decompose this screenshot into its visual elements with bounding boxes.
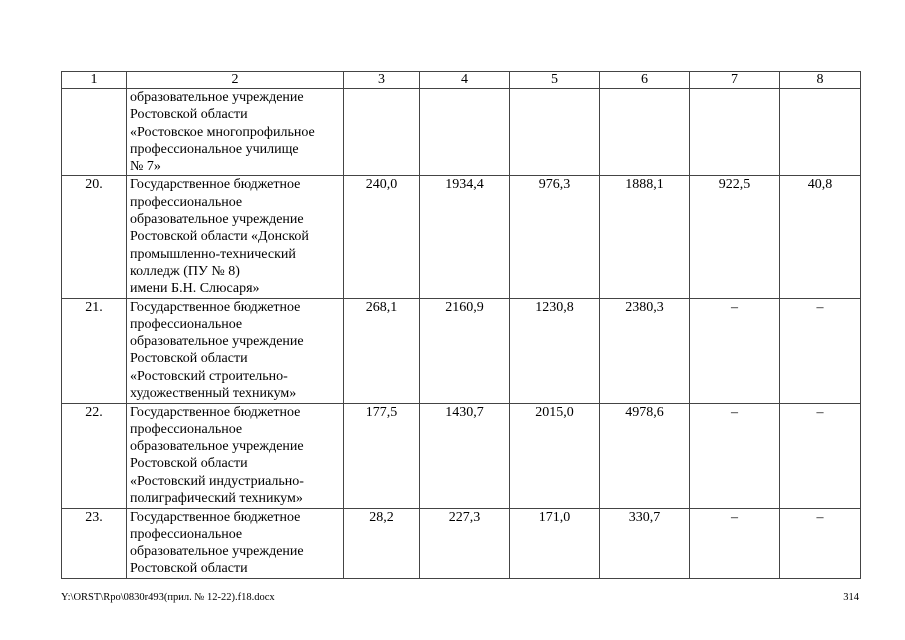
value-col-4: 227,3 [420, 508, 510, 578]
table-row [62, 89, 861, 176]
data-table [61, 71, 861, 579]
column-header: 1 [62, 72, 127, 89]
value-col-8: – [780, 508, 861, 578]
column-header: 6 [600, 72, 690, 89]
institution-name: Государственное бюджетное профессиональное образовательное учреждение Ростовской области [127, 508, 344, 578]
value-col-4 [420, 89, 510, 176]
value-col-4: 2160,9 [420, 298, 510, 403]
table-row [62, 508, 861, 578]
value-col-7: 922,5 [690, 176, 780, 298]
value-col-3: 177,5 [344, 403, 420, 508]
value-col-6: 4978,6 [600, 403, 690, 508]
value-col-8: – [780, 403, 861, 508]
column-header: 2 [127, 72, 344, 89]
table-row [62, 176, 861, 298]
value-col-5: 1230,8 [510, 298, 600, 403]
value-col-8 [780, 89, 861, 176]
row-number: 21. [62, 298, 127, 403]
page-number: 314 [843, 592, 859, 603]
value-col-4: 1430,7 [420, 403, 510, 508]
value-col-3: 28,2 [344, 508, 420, 578]
table-row [62, 403, 861, 508]
footer-file-path: Y:\ORST\Rpo\0830r493(прил. № 12-22).f18.docx [61, 592, 275, 603]
value-col-5 [510, 89, 600, 176]
row-number: 23. [62, 508, 127, 578]
column-header: 5 [510, 72, 600, 89]
value-col-5: 976,3 [510, 176, 600, 298]
table-row [62, 298, 861, 403]
institution-name: Государственное бюджетное профессиональное образовательное учреждение Ростовской области «Донской промышленно-технический колледж (ПУ № 8) имени Б.Н. Слюсаря» [127, 176, 344, 298]
column-header: 3 [344, 72, 420, 89]
column-header: 8 [780, 72, 861, 89]
value-col-3: 268,1 [344, 298, 420, 403]
row-number: 20. [62, 176, 127, 298]
value-col-6 [600, 89, 690, 176]
institution-name: образовательное учреждение Ростовской области «Ростовское многопрофильное профессиональное училище № 7» [127, 89, 344, 176]
value-col-7: – [690, 508, 780, 578]
value-col-6: 1888,1 [600, 176, 690, 298]
column-header: 7 [690, 72, 780, 89]
value-col-4: 1934,4 [420, 176, 510, 298]
value-col-6: 2380,3 [600, 298, 690, 403]
value-col-8: 40,8 [780, 176, 861, 298]
value-col-7: – [690, 298, 780, 403]
value-col-7 [690, 89, 780, 176]
value-col-5: 171,0 [510, 508, 600, 578]
column-header: 4 [420, 72, 510, 89]
value-col-3: 240,0 [344, 176, 420, 298]
value-col-3 [344, 89, 420, 176]
row-number: 22. [62, 403, 127, 508]
value-col-6: 330,7 [600, 508, 690, 578]
row-number [62, 89, 127, 176]
institution-name: Государственное бюджетное профессиональное образовательное учреждение Ростовской области «Ростовский строительно- художественный техникум» [127, 298, 344, 403]
value-col-5: 2015,0 [510, 403, 600, 508]
value-col-8: – [780, 298, 861, 403]
institution-name: Государственное бюджетное профессиональное образовательное учреждение Ростовской области «Ростовский индустриально- полиграфический техникум» [127, 403, 344, 508]
table-header-row [62, 72, 861, 89]
value-col-7: – [690, 403, 780, 508]
